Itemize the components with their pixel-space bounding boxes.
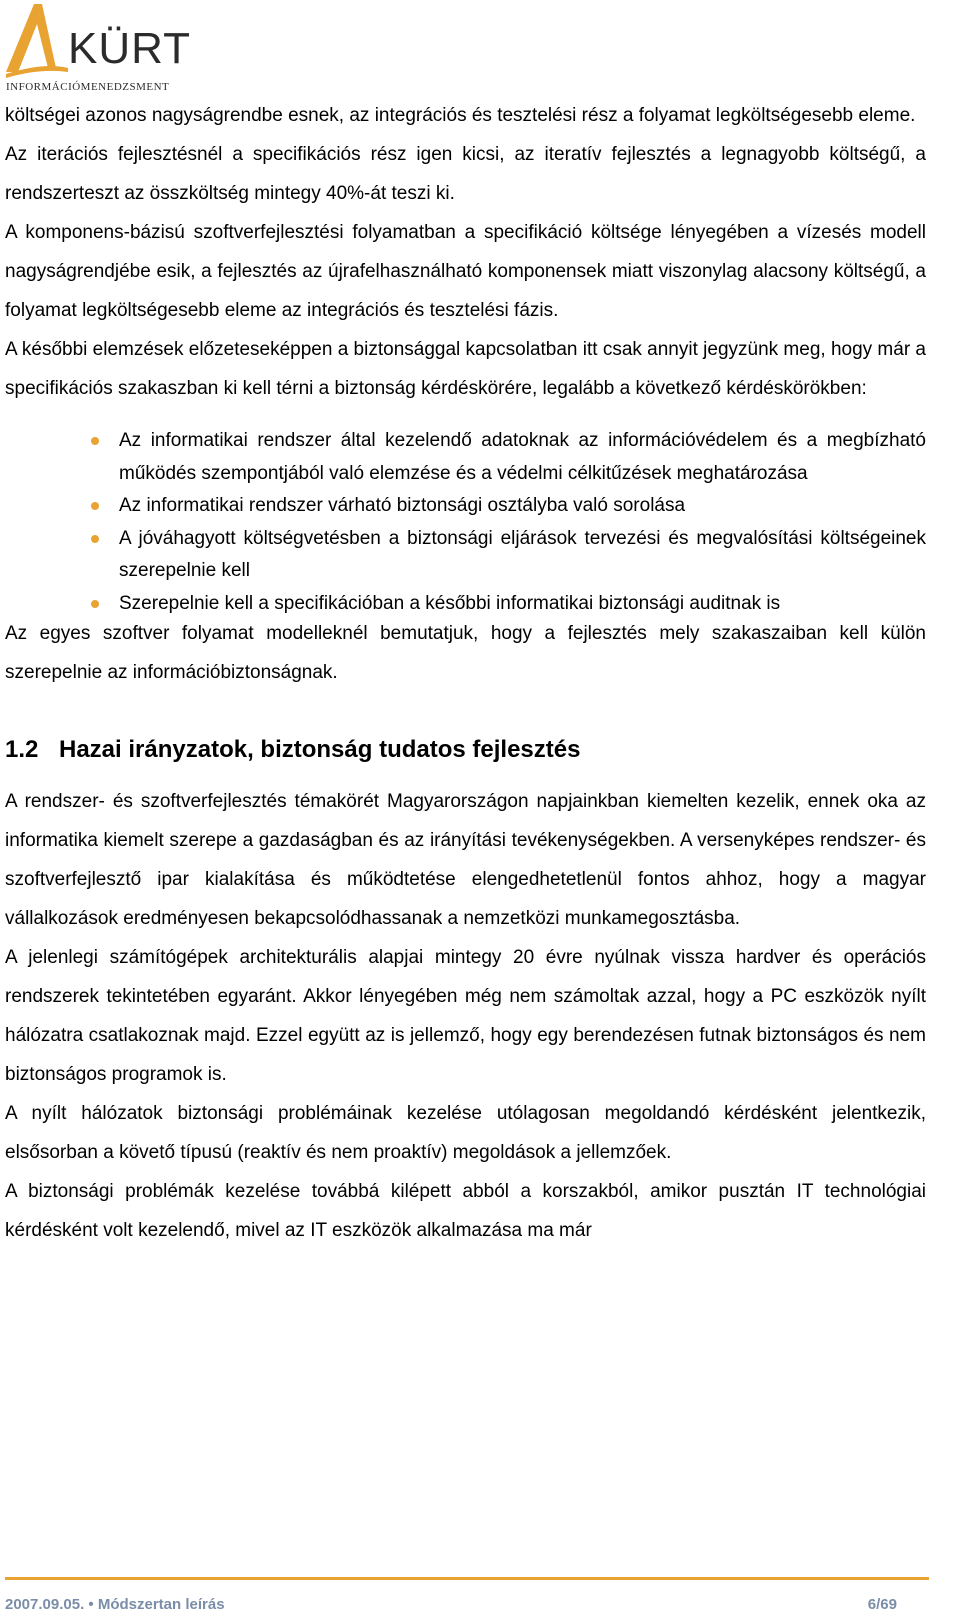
- footer-date-title: 2007.09.05. • Módszertan leírás: [5, 1596, 225, 1613]
- paragraph: költségei azonos nagyságrendbe esnek, az integrációs és tesztelési rész a folyamat legköltségesebb eleme.: [5, 105, 916, 126]
- list-item: Az informatikai rendszer által kezelendő adatoknak az információvédelem és a megbízható működés szempontjából való elemzése és a védelmi célkitűzések meghatározása: [5, 425, 926, 490]
- paragraph: A biztonsági problémák kezelése továbbá kilépett abból a korszakból, amikor pusztán IT technológiai kérdésként volt kezelendő, mivel az IT eszközök alkalmazása ma már: [5, 1181, 926, 1241]
- bullet-icon: [91, 437, 99, 445]
- document-body: [5, 96, 926, 1250]
- paragraph: Az egyes szoftver folyamat modelleknél bemutatjuk, hogy a fejlesztés mely szakaszaiban kell külön szerepelnie az információbiztonságnak.: [5, 623, 926, 683]
- page-footer: [5, 1596, 897, 1613]
- list-item: A jóváhagyott költségvetésben a biztonsági eljárások tervezési és megvalósítási költségeinek szerepelnie kell: [5, 523, 926, 588]
- logo-wordmark: KÜRT: [68, 24, 191, 73]
- paragraph: A későbbi elemzések előzeteseképpen a biztonsággal kapcsolatban itt csak annyit jegyzünk meg, hogy már a specifikációs szakaszban ki kell térni a biztonság kérdéskörére, legalább a következő kérdéskörökben:: [5, 339, 926, 399]
- section-title: Hazai irányzatok, biztonság tudatos fejlesztés: [59, 736, 581, 763]
- section-heading: [5, 730, 926, 770]
- logo-subtitle: INFORMÁCIÓMENEDZSMENT: [6, 81, 170, 93]
- list-item: Az informatikai rendszer várható biztonsági osztályba való sorolása: [5, 490, 926, 523]
- paragraph: A rendszer- és szoftverfejlesztés témakörét Magyarországon napjainkban kiemelten kezelik, ennek oka az informatika kiemelt szerepe a gazdaságban és az irányítási tevékenységekben. A versenyképes rendszer- és szoftverfejlesztő ipar kialakítása és működtetése elengedhetetlenül fontos ahhoz, hogy a magyar vállalkozások eredményesen bekapcsolódhassanak a nemzetközi munkamegosztásba.: [5, 791, 926, 929]
- kurt-logo: [4, 2, 194, 94]
- bullet-icon: [91, 535, 99, 543]
- paragraph: A nyílt hálózatok biztonsági problémáinak kezelése utólagosan megoldandó kérdésként jelentkezik, elsősorban a követő típusú (reaktív és nem proaktív) megoldások a jellemzőek.: [5, 1103, 926, 1163]
- page-number: 6/69: [867, 1596, 897, 1613]
- list-item: Szerepelnie kell a specifikációban a későbbi informatikai biztonsági auditnak is: [5, 588, 926, 621]
- paragraph: A jelenlegi számítógépek architekturális alapjai mintegy 20 évre nyúlnak vissza hardver és operációs rendszerek tekintetében egyaránt. Akkor lényegében még nem számoltak azzal, hogy a PC eszközök nyílt hálózatra csatlakoznak majd. Ezzel együtt az is jellemző, hogy egy berendezésen futnak biztonságos és nem biztonságos programok is.: [5, 947, 926, 1085]
- section-number: 1.2: [5, 736, 39, 763]
- bullet-icon: [91, 600, 99, 608]
- paragraph: A komponens-bázisú szoftverfejlesztési folyamatban a specifikáció költsége lényegében a vízesés modell nagyságrendjébe esik, a fejlesztés az újrafelhasználható komponensek miatt viszonylag alacsony költségű, a folyamat legköltségesebb eleme az integrációs és tesztelési fázis.: [5, 222, 926, 321]
- security-requirements-list: [5, 425, 926, 620]
- paragraph: Az iterációs fejlesztésnél a specifikációs rész igen kicsi, az iteratív fejlesztés a legnagyobb költségű, a rendszerteszt az összköltség mintegy 40%-át teszi ki.: [5, 144, 926, 204]
- footer-divider: [5, 1577, 929, 1580]
- bullet-icon: [91, 502, 99, 510]
